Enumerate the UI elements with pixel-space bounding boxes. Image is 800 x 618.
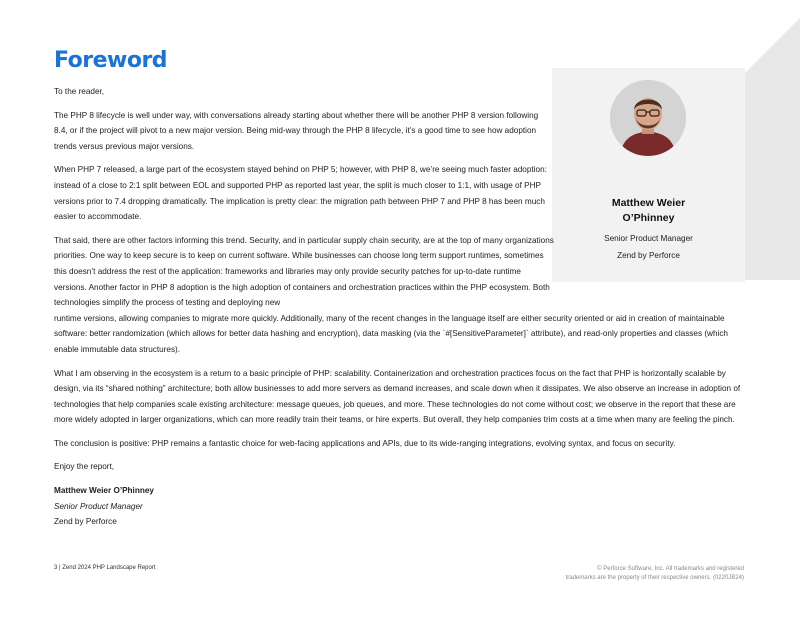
signature-company: Zend by Perforce <box>54 517 117 527</box>
copyright-line-1: © Perforce Software, Inc. All trademarks and registered <box>597 566 744 572</box>
paragraph-1: The PHP 8 lifecycle is well under way, with conversations already starting about whether there will be another PHP 8 version following 8.4, or if the project will pivot to a new major version. Being mid-way through the PHP 8 lifecycle, it’s a good time to see how adoption trends versus previous major versions. <box>54 110 539 151</box>
page-footer-label: 3 | Zend 2024 PHP Landscape Report <box>54 565 156 571</box>
paragraph-3-continued: runtime versions, allowing companies to migrate more quickly. Additionally, many of the recent changes in the language itself are either security oriented or aid in creation of maintainable software: better randomization (which allows for better data hashing and encryption), data masking (via the `#[SensitiveParameter]` attribute), and read-only properties and classes (which enable immutable data structures). <box>54 313 728 354</box>
greeting: To the reader, <box>54 87 105 96</box>
copyright-line-2: trademarks are the property of their respective owners. (0220JB24) <box>565 575 744 581</box>
paragraph-3: That said, there are other factors informing this trend. Security, and in particular supply chain security, are at the top of many organizations priorities. One way to keep secure is to keep on current software. While businesses can choose long term support runtimes, sometimes this doesn’t address the rest of the application: frameworks and libraries may only provide security patches for up-to-date runtime versions. Another factor in PHP 8 adoption is the high adoption of containers and orchestration practices within the PHP ecosystem. Both technologies simplify the process of testing and deploying new <box>54 235 554 308</box>
signature-role: Senior Product Manager <box>54 501 143 511</box>
foreword-body <box>54 84 754 530</box>
closing-line: Enjoy the report, <box>54 462 115 472</box>
signature-name: Matthew Weier O’Phinney <box>54 486 154 496</box>
author-name-line-2: O’Phinney <box>622 212 675 224</box>
paragraph-5: The conclusion is positive: PHP remains a fantastic choice for web-facing applications and APIs, due to its wide-ranging integrations, evolving syntax, and focus on security. <box>54 438 676 448</box>
author-name-line-1: Matthew Weier <box>611 197 686 209</box>
page-title: Foreword <box>54 48 168 73</box>
author-role: Senior Product Manager <box>604 234 693 243</box>
signature-block <box>54 483 754 530</box>
paragraph-2: When PHP 7 released, a large part of the ecosystem stayed behind on PHP 5; however, with PHP 8, we’re seeing much faster adoption: instead of a close to 2:1 split between EOL and supported PHP as reported last year, the split is much closer to 1:1, with usage of PHP versions prior to 7.4 dropping dramatically. The implication is pretty clear: the migration path between PHP 7 and PHP 8 has been much easier to accommodate. <box>54 165 547 222</box>
author-company: Zend by Perforce <box>617 251 680 260</box>
paragraph-4: What I am observing in the ecosystem is a return to a basic principle of PHP: scalability. Containerization and orchestration practices focus on the fact that PHP is horizontally scalable by design, via its “shared nothing” architecture; both allow businesses to add more servers as demand increases, and scale down when it dissipates. We also observe an increase in adoption of technologies that help companies scale existing architecture: message queues, job queues, and more. These technologies do not come without cost; we observe in the report that these are more widely adopted in larger organizations, which can more readily train their teams, or hire experts. But overall, they help companies trim costs at a time when many are feeling the pinch. <box>54 368 741 425</box>
copyright-notice <box>524 565 744 583</box>
